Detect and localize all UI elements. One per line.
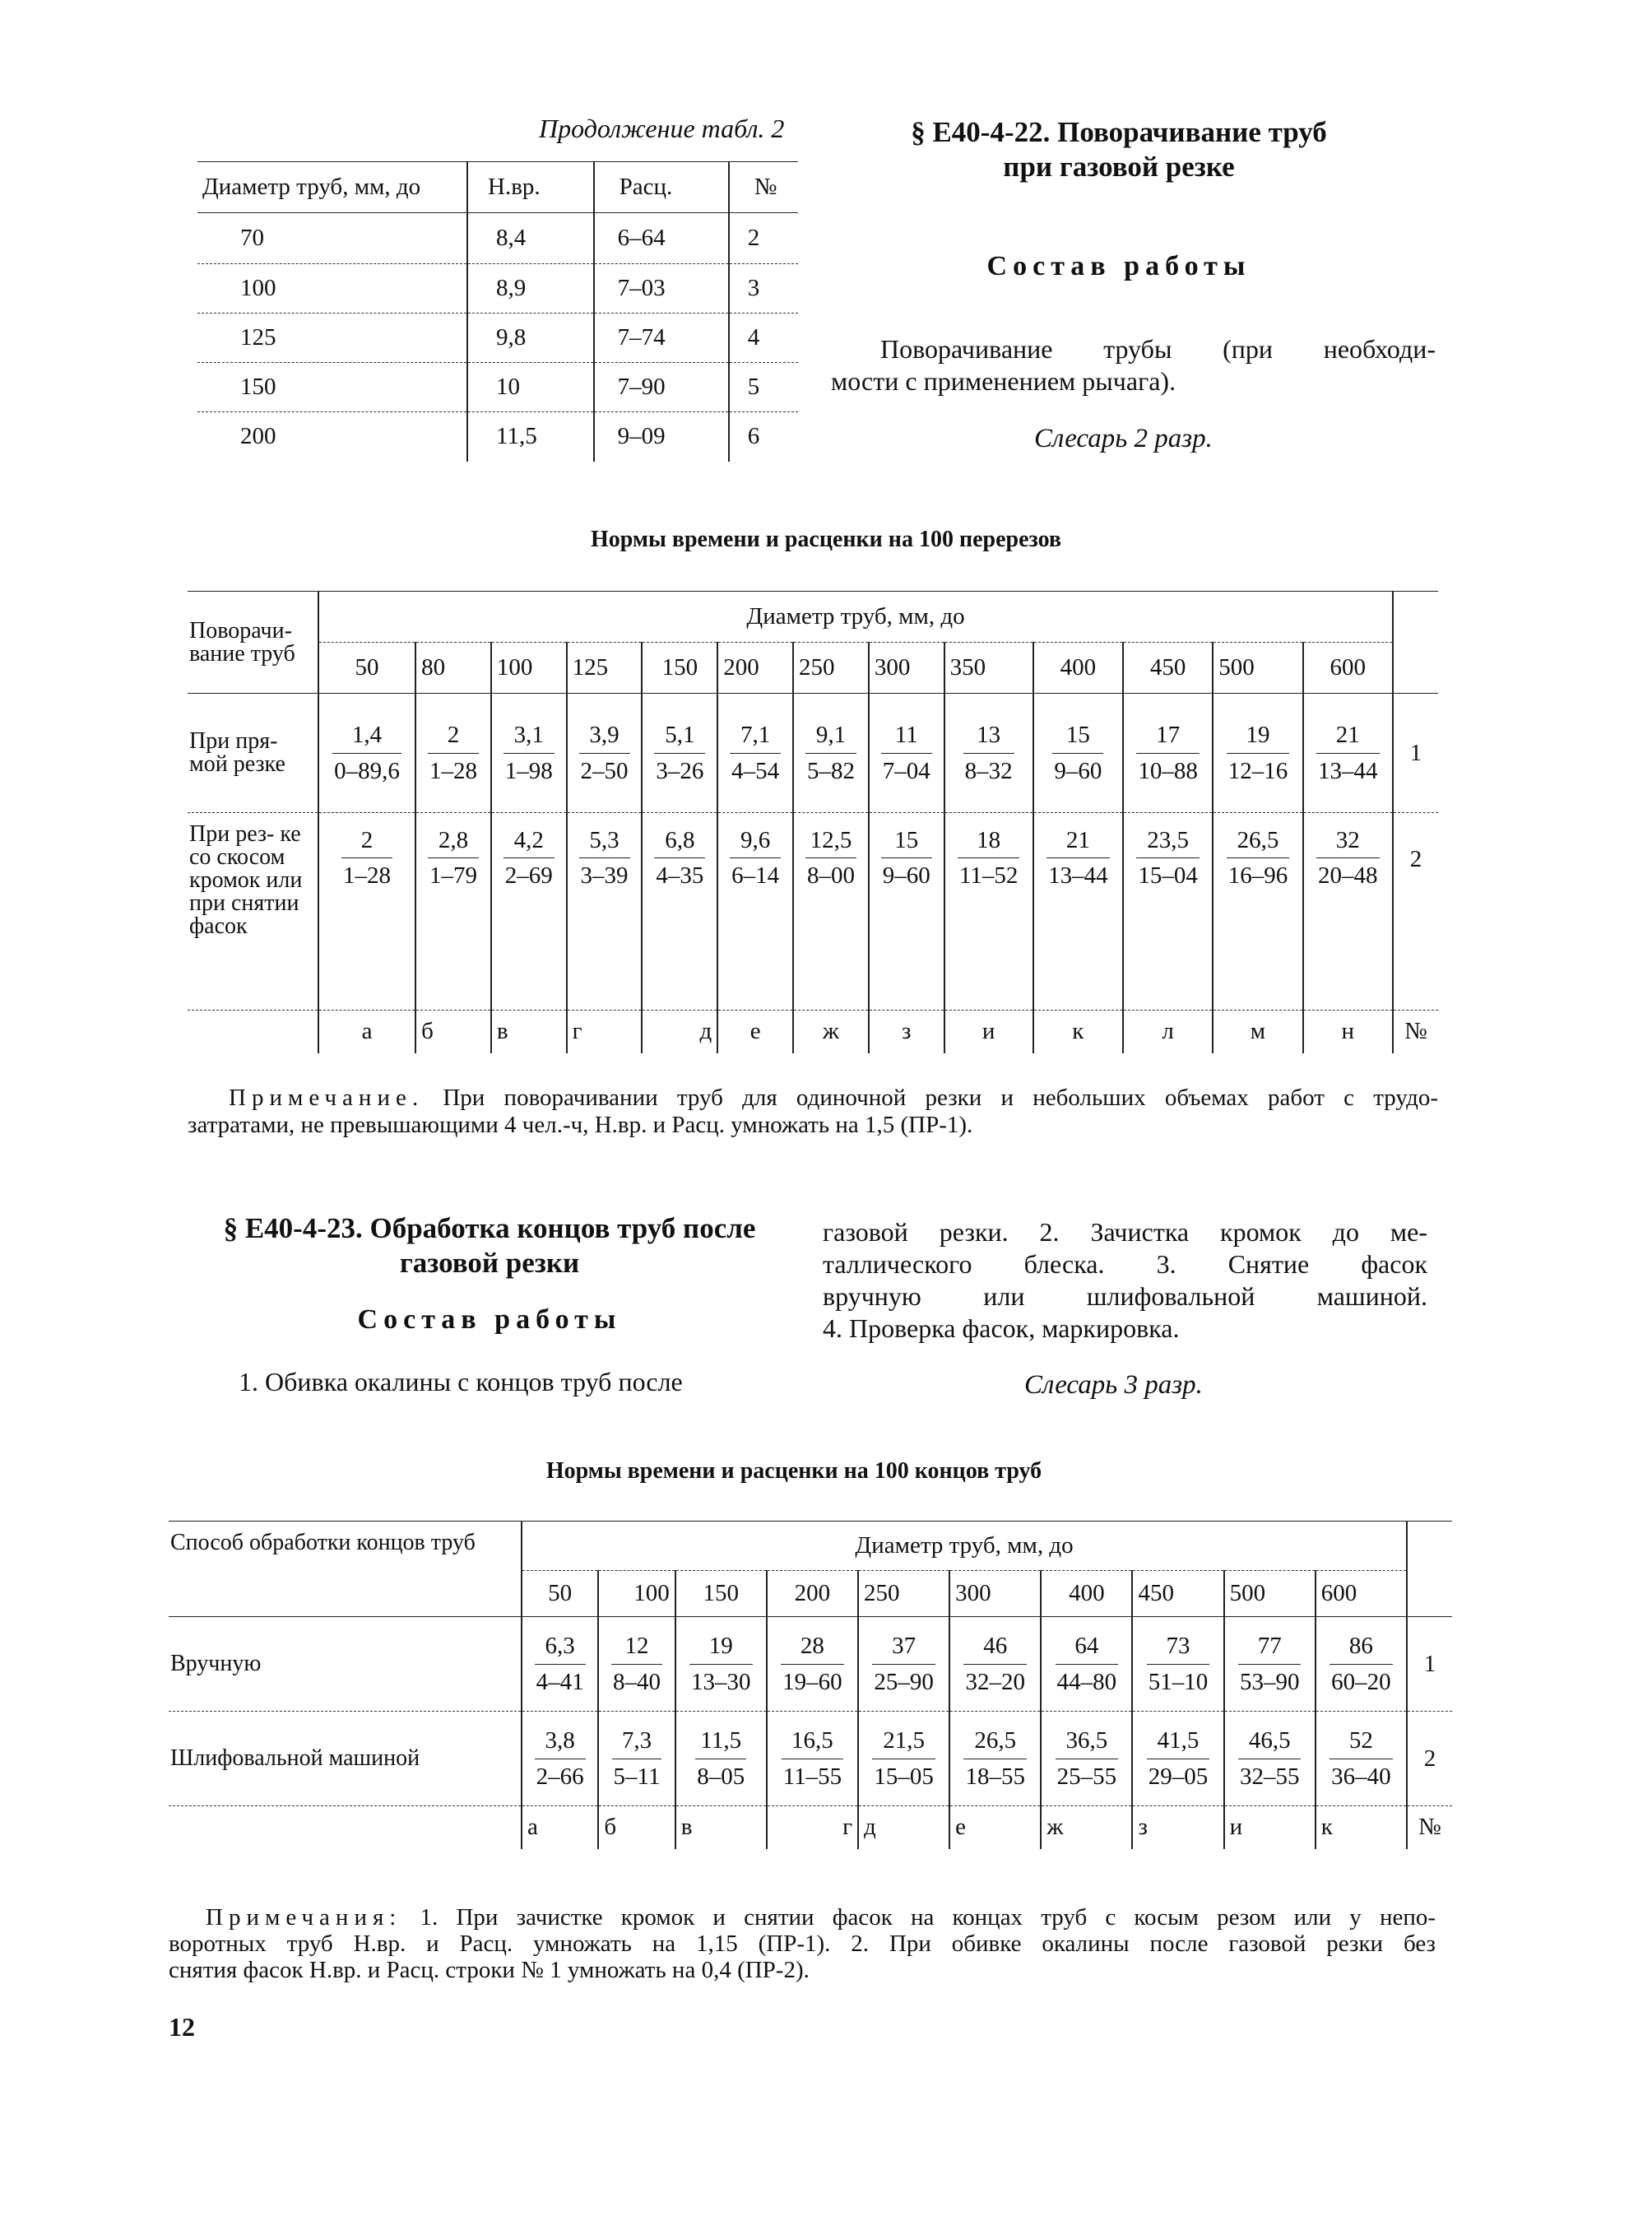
value-fraction (881, 718, 932, 788)
diameter-header: 250 (858, 1571, 949, 1617)
rate: 1–79 (429, 862, 477, 890)
value-fraction (428, 823, 479, 893)
column-letter: б (598, 1806, 675, 1849)
column-letter: з (1132, 1806, 1223, 1849)
section-text (831, 333, 1436, 397)
value-fraction (611, 1629, 662, 1698)
blank-cell (169, 1806, 522, 1849)
rate: 2–69 (504, 862, 553, 890)
value-fraction (695, 1723, 746, 1793)
rate: 3–39 (580, 862, 629, 890)
norm-time: 16,5 (782, 1723, 843, 1759)
rate: 53–90 (1239, 1668, 1300, 1695)
column-letter: ж (1041, 1806, 1132, 1849)
column-letter: а (318, 1011, 415, 1053)
cell: 5 (729, 363, 798, 412)
cell: 100 (197, 264, 467, 314)
cell: 11,5 (467, 412, 594, 462)
diameter-header: 200 (717, 643, 793, 694)
norm-time: 19 (1227, 718, 1290, 753)
norm-time: 6,8 (654, 823, 705, 858)
section-title (831, 115, 1407, 184)
continuation-caption: Продолжение табл. 2 (539, 114, 785, 143)
rate: 9–60 (1054, 757, 1102, 784)
diameter-header: 350 (944, 643, 1033, 694)
value-fraction (872, 1629, 935, 1698)
text-line: 1. Обивка окалины с концов труб после (239, 1367, 683, 1396)
rate: 29–05 (1148, 1763, 1209, 1790)
cell: 200 (197, 412, 467, 462)
section-title (193, 1211, 786, 1280)
rate: 60–20 (1331, 1668, 1391, 1695)
value-fraction (881, 823, 932, 893)
blank-cell (1393, 592, 1438, 694)
diameter-header: 450 (1123, 643, 1213, 694)
column-letter: д (642, 1011, 717, 1053)
column-letter: е (949, 1806, 1041, 1849)
diameter-header: 450 (1132, 1571, 1223, 1617)
text-line: мости с применением рычага). (831, 366, 1176, 397)
note (188, 1085, 1438, 1140)
value-fraction (1056, 1629, 1119, 1698)
row-number: 1 (1393, 694, 1438, 813)
note-text: затратами, не превышающими 4 чел.-ч, Н.вр. и Расц. умножать на 1,5 (ПР-1). (188, 1112, 973, 1139)
page-number: 12 (169, 2012, 195, 2042)
value-fraction (1052, 718, 1103, 788)
norm-time: 1,4 (332, 718, 401, 753)
norm-time: 9,1 (805, 718, 856, 753)
table-top (197, 161, 798, 462)
cell: 6 (729, 412, 798, 462)
table-row (169, 1617, 1452, 1712)
norm-time: 18 (958, 823, 1019, 858)
value-fraction (963, 718, 1014, 788)
rate: 44–80 (1056, 1668, 1117, 1695)
rate: 13–30 (691, 1668, 751, 1695)
row-label: Вручную (170, 1651, 262, 1676)
norm-time: 15 (881, 823, 932, 858)
diameter-header: 150 (642, 643, 717, 694)
rate: 9–60 (882, 862, 930, 890)
rate: 32–55 (1239, 1763, 1300, 1790)
column-letter: м (1213, 1011, 1302, 1053)
text-line: таллического блеска. 3. Снятие фасок (823, 1249, 1427, 1280)
rate: 8–32 (964, 757, 1013, 784)
rate: 7–04 (882, 757, 930, 784)
cell: 2 (729, 213, 798, 264)
diameter-header: 600 (1316, 1571, 1407, 1617)
value-fraction (1227, 823, 1290, 893)
value-fraction (963, 1723, 1027, 1793)
text-line: 4. Проверка фасок, маркировка. (823, 1313, 1180, 1344)
value-fraction (781, 1629, 844, 1698)
rate: 3–26 (656, 757, 704, 784)
cell: 8,9 (467, 264, 594, 314)
rate: 15–04 (1138, 862, 1198, 890)
rate: 8–00 (806, 862, 855, 890)
value-fraction (341, 823, 392, 893)
row-number: 1 (1407, 1617, 1452, 1712)
column-letter: а (522, 1806, 598, 1849)
row-header: Поворачи- вание труб (188, 592, 318, 694)
diameter-header: 50 (522, 1571, 598, 1617)
column-letter: в (675, 1806, 767, 1849)
row-label: При рез- ке со скосом кромок или при снятии фасок (188, 813, 318, 1011)
diameter-header: 300 (949, 1571, 1041, 1617)
section-title-line: § Е40-4-22. Поворачивание труб (911, 116, 1327, 148)
rate: 1–98 (504, 757, 553, 784)
column-letter: д (858, 1806, 949, 1849)
cell: 9,8 (467, 314, 594, 363)
note-text: 1. При зачистке кромок и снятии фасок на концах труб с косым резом или у непо- (420, 1904, 1436, 1931)
col-header: Диаметр труб, мм, до (197, 162, 467, 213)
rate: 16–96 (1227, 862, 1288, 890)
col-header: Н.вр. (467, 162, 594, 213)
norm-time: 15 (1052, 718, 1103, 753)
cell: 6–64 (594, 213, 729, 264)
value-fraction (1238, 1723, 1302, 1793)
norm-time: 11,5 (695, 1723, 746, 1759)
rate: 36–40 (1331, 1763, 1391, 1790)
norm-time: 2 (428, 718, 479, 753)
cell: 7–74 (594, 314, 729, 363)
norm-time: 46 (963, 1629, 1027, 1664)
rate: 11–55 (782, 1763, 842, 1790)
worker-rank: Слесарь 3 разр. (1024, 1370, 1203, 1400)
diameter-header: 200 (767, 1571, 858, 1617)
diameter-header: 400 (1041, 1571, 1132, 1617)
value-fraction (958, 823, 1019, 893)
worker-rank: Слесарь 2 разр. (1034, 424, 1213, 453)
norm-time: 9,6 (730, 823, 781, 858)
norm-time: 26,5 (1227, 823, 1290, 858)
value-fraction (1238, 1629, 1302, 1698)
value-fraction (805, 718, 856, 788)
rate: 19–60 (782, 1668, 842, 1695)
norm-time: 73 (1147, 1629, 1210, 1664)
column-letter: к (1316, 1806, 1407, 1849)
row-number: 2 (1407, 1712, 1452, 1806)
rate: 25–90 (874, 1668, 934, 1695)
rate: 13–44 (1318, 757, 1378, 784)
rate: 5–82 (806, 757, 855, 784)
value-fraction (730, 718, 781, 788)
column-letter: е (717, 1011, 793, 1053)
norm-time: 21,5 (872, 1723, 935, 1759)
cell: 8,4 (467, 213, 594, 264)
value-fraction (503, 718, 555, 788)
value-fraction (1136, 718, 1200, 788)
cell: 70 (240, 225, 264, 251)
section-text-right (823, 1216, 1427, 1345)
column-letter: к (1033, 1011, 1123, 1053)
norm-time: 77 (1238, 1629, 1302, 1664)
rate: 51–10 (1148, 1668, 1209, 1695)
cell: 4 (729, 314, 798, 363)
no-label: № (1407, 1806, 1452, 1849)
group-header: Диаметр труб, мм, до (522, 1522, 1407, 1571)
col-header: № (729, 162, 798, 213)
norm-time: 21 (1316, 718, 1380, 753)
norm-time: 17 (1136, 718, 1200, 753)
column-letter: г (767, 1806, 858, 1849)
value-fraction (1227, 718, 1290, 788)
norm-time: 3,1 (503, 718, 555, 753)
norm-time: 21 (1046, 823, 1110, 858)
rate: 1–28 (429, 757, 477, 784)
rate: 8–05 (697, 1763, 745, 1790)
norm-time: 2,8 (428, 823, 479, 858)
table-row (197, 363, 798, 412)
rate: 18–55 (965, 1763, 1025, 1790)
value-fraction (1147, 1629, 1210, 1698)
column-letter: в (491, 1011, 567, 1053)
norm-time: 36,5 (1056, 1723, 1119, 1759)
cell: 9–09 (594, 412, 729, 462)
value-fraction (332, 718, 401, 788)
norm-time: 6,3 (535, 1629, 586, 1664)
norm-time: 11 (881, 718, 932, 753)
norm-time: 7,3 (612, 1723, 662, 1759)
cell: 125 (197, 314, 467, 363)
rate: 2–50 (580, 757, 629, 784)
diameter-header: 400 (1033, 643, 1123, 694)
norm-time: 7,1 (730, 718, 781, 753)
cell: 10 (467, 363, 594, 412)
value-fraction (535, 1629, 586, 1698)
norm-time: 5,1 (654, 718, 705, 753)
section-title-line: § Е40-4-23. Обработка концов труб после (223, 1212, 756, 1244)
cell: 7–03 (594, 264, 729, 314)
column-letter: л (1123, 1011, 1213, 1053)
text-line: Поворачивание трубы (при необходи- (880, 334, 1436, 364)
diameter-header: 125 (567, 643, 643, 694)
value-fraction (782, 1723, 843, 1793)
table-row (169, 1712, 1452, 1806)
value-fraction (503, 823, 555, 893)
norm-time: 37 (872, 1629, 935, 1664)
value-fraction (1329, 1723, 1393, 1793)
diameter-header: 300 (869, 643, 944, 694)
value-fraction (428, 718, 479, 788)
column-letter: и (944, 1011, 1033, 1053)
value-fraction (579, 718, 630, 788)
diameter-header: 250 (793, 643, 869, 694)
norm-time: 13 (963, 718, 1014, 753)
cell: 3 (729, 264, 798, 314)
col-header: Расц. (594, 162, 729, 213)
note-lead: Примечание. (229, 1085, 425, 1111)
rate: 4–41 (536, 1668, 584, 1695)
norm-time: 46,5 (1238, 1723, 1302, 1759)
cell: 7–90 (594, 363, 729, 412)
norm-time: 64 (1056, 1629, 1119, 1664)
sostav-heading: Состав работы (986, 251, 1251, 281)
section-title-line: при газовой резке (1003, 151, 1235, 183)
rate: 11–52 (958, 862, 1019, 890)
rate: 12–16 (1227, 757, 1288, 784)
norm-time: 41,5 (1147, 1723, 1210, 1759)
diameter-header: 50 (318, 643, 415, 694)
rate: 0–89,6 (334, 757, 400, 784)
note-text: снятия фасок Н.вр. и Расц. строки № 1 умножать на 0,4 (ПР-2). (169, 1956, 810, 1983)
rate: 32–20 (965, 1668, 1025, 1695)
row-number: 2 (1393, 813, 1438, 1011)
rate: 8–40 (613, 1668, 661, 1695)
section-title-line: газовой резки (399, 1247, 580, 1279)
norm-time: 4,2 (503, 823, 555, 858)
value-fraction (1136, 823, 1200, 893)
diameter-header: 100 (598, 1571, 675, 1617)
norm-time: 26,5 (963, 1723, 1027, 1759)
row-label: Шлифовальной машиной (169, 1712, 522, 1806)
value-fraction (654, 823, 705, 893)
diameter-header: 500 (1224, 1571, 1316, 1617)
value-fraction (612, 1723, 662, 1793)
sostav-heading: Состав работы (357, 1304, 622, 1335)
norm-time: 32 (1316, 823, 1380, 858)
table-row (197, 314, 798, 363)
rate: 13–44 (1048, 862, 1108, 890)
value-fraction (1316, 718, 1380, 788)
diameter-header: 100 (491, 643, 567, 694)
value-fraction (872, 1723, 935, 1793)
diameter-header: 150 (675, 1571, 767, 1617)
norm-time: 3,8 (535, 1723, 586, 1759)
diameter-header: 500 (1213, 643, 1302, 694)
norm-time: 12,5 (805, 823, 856, 858)
column-letter: б (415, 1011, 491, 1053)
norm-time: 28 (781, 1629, 844, 1664)
note-text: воротных труб Н.вр. и Расц. умножать на 1,15 (ПР-1). 2. При обивке окалины после газовой резки без (169, 1930, 1436, 1957)
table-row (188, 813, 1438, 1011)
value-fraction (730, 823, 781, 893)
rate: 4–54 (731, 757, 780, 784)
table-row (197, 213, 798, 264)
section-text (193, 1366, 786, 1398)
value-fraction (805, 823, 856, 893)
cell: 150 (197, 363, 467, 412)
column-letter: ж (793, 1011, 869, 1053)
row-label: При пря- мой резке (189, 728, 285, 777)
table-caption: Нормы времени и расценки на 100 концов труб (545, 1458, 1042, 1484)
value-fraction (1056, 1723, 1119, 1793)
column-letter: н (1303, 1011, 1393, 1053)
norm-time: 86 (1329, 1629, 1393, 1664)
value-fraction (1329, 1629, 1393, 1698)
note (169, 1905, 1436, 1984)
value-fraction (535, 1723, 586, 1793)
no-label: № (1393, 1011, 1438, 1053)
column-letter: з (869, 1011, 944, 1053)
table-caption: Нормы времени и расценки на 100 перерезов (590, 527, 1062, 552)
column-letter: г (567, 1011, 643, 1053)
rate: 10–88 (1138, 757, 1198, 784)
table-norms-ends (169, 1521, 1452, 1849)
norm-time: 3,9 (579, 718, 630, 753)
rate: 20–48 (1318, 862, 1378, 890)
rate: 1–28 (343, 862, 392, 890)
norm-time: 19 (689, 1629, 753, 1664)
note-text: При поворачивании труб для одиночной резки и небольших объемах работ с трудо- (443, 1085, 1439, 1111)
rate: 4–35 (656, 862, 704, 890)
rate: 5–11 (613, 1763, 661, 1790)
text-line: газовой резки. 2. Зачистка кромок до ме- (823, 1217, 1427, 1247)
norm-time: 23,5 (1136, 823, 1200, 858)
text-line: вручную или шлифовальной машиной. (823, 1281, 1427, 1312)
table-row (188, 694, 1438, 813)
table-row (197, 264, 798, 314)
value-fraction (689, 1629, 753, 1698)
value-fraction (579, 823, 630, 893)
group-header: Диаметр труб, мм, до (318, 592, 1393, 643)
norm-time: 12 (611, 1629, 662, 1664)
blank-cell (1407, 1522, 1452, 1617)
value-fraction (1147, 1723, 1210, 1793)
rate: 15–05 (874, 1763, 934, 1790)
table-row (197, 412, 798, 462)
norm-time: 2 (341, 823, 392, 858)
table-norms-cuts (188, 591, 1438, 1053)
row-header: Способ обработки концов труб (169, 1522, 522, 1617)
letters-row (188, 1011, 1438, 1053)
rate: 6–14 (731, 862, 780, 890)
rate: 25–55 (1056, 1763, 1117, 1790)
norm-time: 5,3 (579, 823, 630, 858)
diameter-header: 600 (1303, 643, 1393, 694)
rate: 2–66 (536, 1763, 584, 1790)
note-lead: Примечания: (206, 1904, 402, 1931)
norm-time: 52 (1329, 1723, 1393, 1759)
value-fraction (1046, 823, 1110, 893)
value-fraction (1316, 823, 1380, 893)
blank-cell (188, 1011, 318, 1053)
letters-row (169, 1806, 1452, 1849)
diameter-header: 80 (415, 643, 491, 694)
value-fraction (963, 1629, 1027, 1698)
value-fraction (654, 718, 705, 788)
column-letter: и (1224, 1806, 1316, 1849)
